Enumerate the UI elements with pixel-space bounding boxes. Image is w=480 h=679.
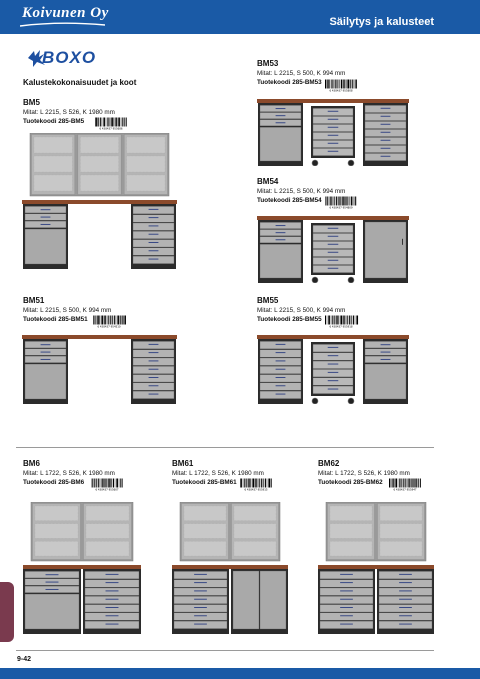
product-number: Tuotekoodi 285-BM62 xyxy=(318,479,383,486)
boxo-brand-logo: BOXO xyxy=(42,48,97,67)
barcode xyxy=(87,478,127,491)
section-title: Säilytys ja kalusteet xyxy=(329,16,434,28)
product-code: BM53 xyxy=(257,59,279,68)
barcode xyxy=(321,315,361,328)
product-dimensions: Mitat: L 1722, S 526, K 1980 mm xyxy=(23,470,115,477)
svg-text:6 438437 955607: 6 438437 955607 xyxy=(95,488,119,491)
svg-text:6 438437 954809: 6 438437 954809 xyxy=(329,206,353,209)
header-bar xyxy=(0,0,480,34)
workbench-illustration-bm62 xyxy=(318,502,434,634)
page-heading: Kalustekokonaisuudet ja koot xyxy=(23,78,137,87)
svg-text:6 438437 954510: 6 438437 954510 xyxy=(97,325,121,328)
footer-divider xyxy=(16,650,434,651)
product-number: Tuotekoodi 285-BM55 xyxy=(257,316,322,323)
product-dimensions: Mitat: L 1722, S 526, K 1980 mm xyxy=(318,470,410,477)
product-dimensions: Mitat: L 2215, S 500, K 994 mm xyxy=(257,70,346,77)
product-number: Tuotekoodi 285-BM53 xyxy=(257,79,322,86)
product-code: BM54 xyxy=(257,177,279,186)
product-dimensions: Mitat: L 2215, S 526, K 1980 mm xyxy=(23,109,115,116)
product-number: Tuotekoodi 285-BM6 xyxy=(23,479,85,486)
product-code: BM55 xyxy=(257,296,279,305)
product-code: BM61 xyxy=(172,459,194,468)
svg-text:6 438437 955915: 6 438437 955915 xyxy=(244,488,268,491)
product-dimensions: Mitat: L 1722, S 526, K 1980 mm xyxy=(172,470,264,477)
workbench-illustration-bm53 xyxy=(257,96,409,166)
barcode xyxy=(236,478,276,491)
chapter-tab xyxy=(0,582,14,642)
workbench-illustration-bm6 xyxy=(23,502,141,634)
product-number: Tuotekoodi 285-BM51 xyxy=(23,316,88,323)
company-logo: Koivunen Oy xyxy=(22,5,109,21)
workbench-illustration-bm5 xyxy=(22,133,177,269)
logo-swoosh-icon xyxy=(20,22,105,28)
svg-text:6 438437 955947: 6 438437 955947 xyxy=(393,488,417,491)
barcode xyxy=(321,196,361,209)
section-divider xyxy=(16,447,434,448)
barcode xyxy=(385,478,425,491)
page-number: 9-42 xyxy=(17,656,32,663)
svg-text:6 438437 955686: 6 438437 955686 xyxy=(99,127,123,130)
product-number: Tuotekoodi 285-BM5 xyxy=(23,118,85,125)
product-code: BM62 xyxy=(318,459,340,468)
product-code: BM5 xyxy=(23,98,40,107)
svg-text:6 438437 955918: 6 438437 955918 xyxy=(329,325,353,328)
product-dimensions: Mitat: L 2215, S 500, K 994 mm xyxy=(257,188,346,195)
barcode xyxy=(91,117,131,130)
product-code: BM6 xyxy=(23,459,40,468)
product-dimensions: Mitat: L 2215, S 500, K 994 mm xyxy=(257,307,346,314)
svg-text:6 438437 955808: 6 438437 955808 xyxy=(329,89,353,92)
workbench-illustration-bm51 xyxy=(22,332,177,404)
barcode xyxy=(321,79,361,92)
product-dimensions: Mitat: L 2215, S 500, K 994 mm xyxy=(23,307,112,314)
product-number: Tuotekoodi 285-BM61 xyxy=(172,479,237,486)
workbench-illustration-bm55 xyxy=(257,332,409,404)
product-number: Tuotekoodi 285-BM54 xyxy=(257,197,322,204)
product-code: BM51 xyxy=(23,296,45,305)
footer-bar xyxy=(0,668,480,679)
workbench-illustration-bm61 xyxy=(172,502,288,634)
barcode xyxy=(89,315,129,328)
workbench-illustration-bm54 xyxy=(257,213,409,283)
